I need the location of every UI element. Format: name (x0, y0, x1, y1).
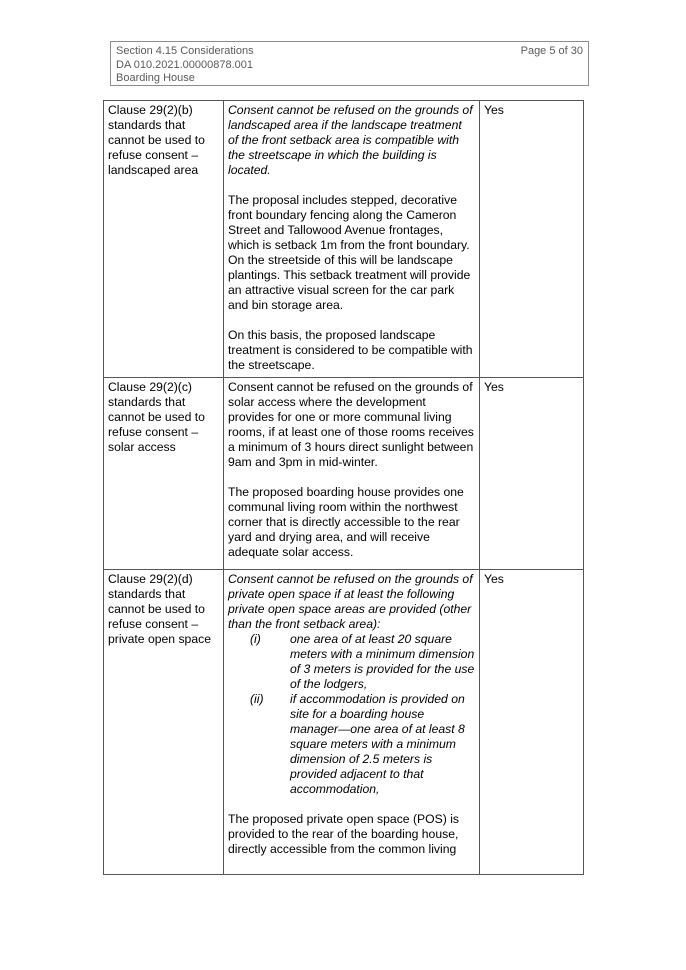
list-item (228, 632, 475, 692)
header-page-number: Page 5 of 30 (520, 45, 583, 57)
considerations-table (103, 100, 584, 875)
compliance-text: Yes (484, 572, 504, 586)
list-item-number: (ii) (250, 692, 264, 706)
assessment-cell (224, 101, 480, 378)
header-da-number: DA 010.2021.00000878.001 (116, 58, 254, 71)
clause-cell (104, 570, 224, 875)
clause-text: Clause 29(2)(c) standards that cannot be used to refuse consent – solar access (108, 380, 205, 454)
clause-cell (104, 378, 224, 570)
standard-text: Consent cannot be refused on the grounds of landscaped area if the landscape treatment of the front setback area is compatible with the streetscape in which the building is located. (228, 103, 473, 177)
list-item-text: one area of at least 20 square meters with a minimum dimension of 3 meters is provided for the use of the lodgers, (290, 632, 475, 691)
compliance-text: Yes (484, 103, 504, 117)
header-development-type: Boarding House (116, 72, 195, 84)
clause-cell (104, 101, 224, 378)
compliance-text: Yes (484, 380, 504, 394)
clause-text: Clause 29(2)(b) standards that cannot be used to refuse consent – landscaped area (108, 103, 205, 177)
comment-text: The proposal includes stepped, decorative front boundary fencing along the Cameron Street and Tallowood Avenue frontages, which is setback 1m from the front boundary. On the streetside of this will be landscape plantings. This setback treatment will provide an attractive visual screen for the car park and bin storage area. (228, 193, 471, 312)
page-header (110, 41, 589, 86)
list-item-number: (i) (250, 632, 261, 646)
standard-text: Consent cannot be refused on the grounds of solar access where the development provides for one or more communal living rooms, if at least one of those rooms receives a minimum of 3 hours direct sunlight between 9am and 3pm in mid-winter. (228, 380, 474, 469)
assessment-cell (224, 378, 480, 570)
comment-text: The proposed boarding house provides one communal living room within the northwest corner that is directly accessible to the rear yard and drying area, and will receive adequate solar access. (228, 485, 464, 559)
header-section-title: Section 4.15 Considerations (116, 45, 254, 57)
standard-text: Consent cannot be refused on the grounds of private open space if at least the following private open space areas are provided (other than the front setback area): (228, 572, 473, 631)
compliance-cell (480, 570, 584, 875)
compliance-cell (480, 378, 584, 570)
list-item (228, 692, 475, 797)
clause-text: Clause 29(2)(d) standards that cannot be used to refuse consent – private open space (108, 572, 211, 646)
list-item-text: if accommodation is provided on site for a boarding house manager—one area of at least 8 square meters with a minimum dimension of 2.5 meters is provided adjacent to that accommodation, (290, 692, 465, 796)
comment-text: The proposed private open space (POS) is provided to the rear of the boarding house, directly accessible from the common living (228, 812, 460, 856)
table-row (104, 101, 584, 378)
assessment-cell (224, 570, 480, 875)
table-row (104, 378, 584, 570)
compliance-cell (480, 101, 584, 378)
comment-text: On this basis, the proposed landscape treatment is considered to be compatible with the streetscape. (228, 328, 473, 372)
table-row (104, 570, 584, 875)
